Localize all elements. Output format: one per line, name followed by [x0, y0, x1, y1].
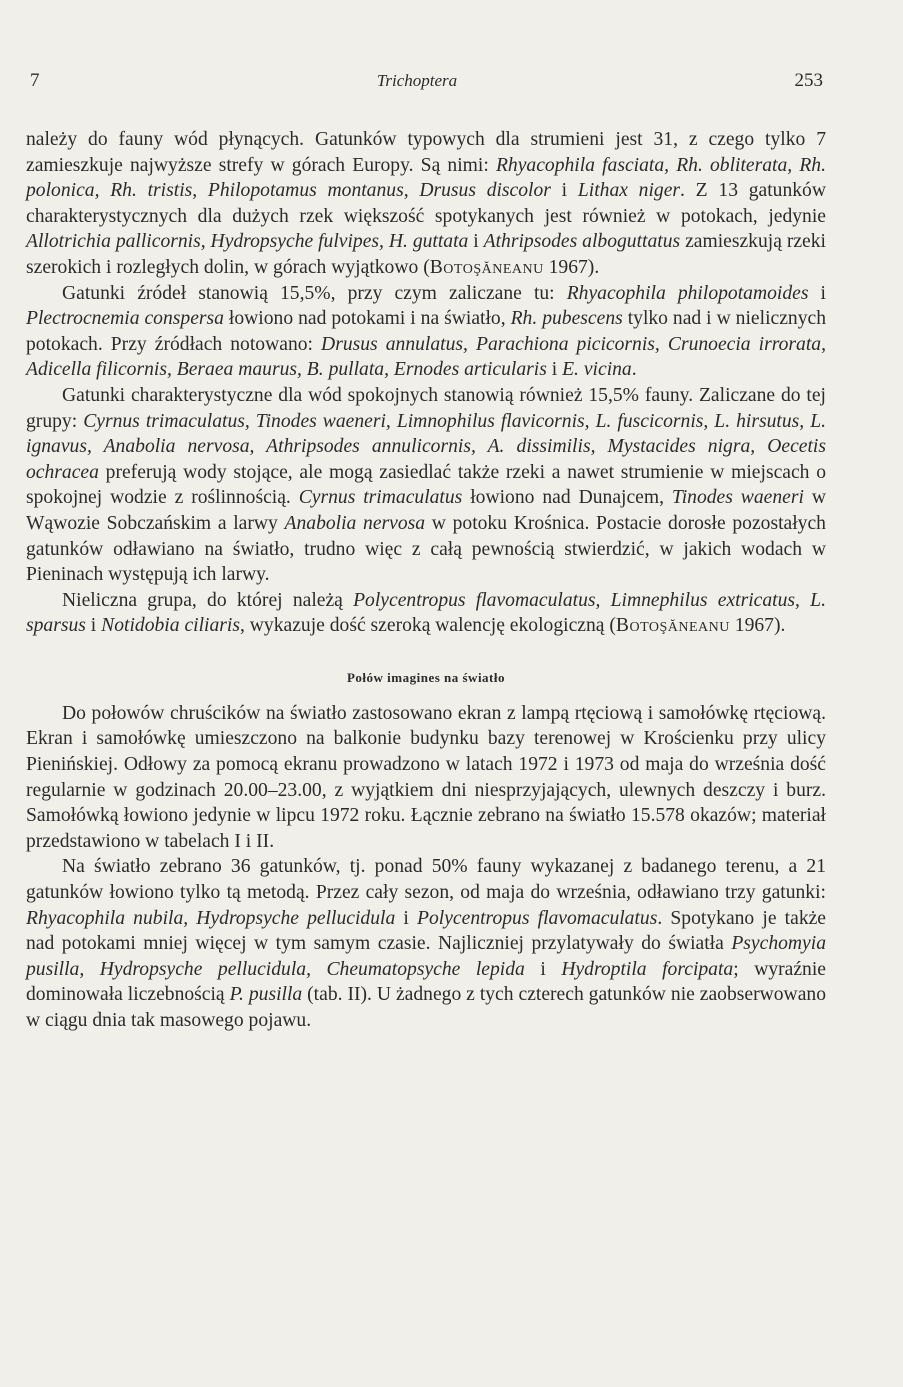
species-name: P. pusilla [229, 984, 303, 1006]
text-run: i [550, 180, 578, 202]
species-name: Notidobia ciliaris [101, 615, 240, 637]
species-name: Drusus annulatus, Parachiona picicornis, Crunoecia irrorata, Adicella filicornis, Beraea maurus, B. pullata, Ernodes articularis [26, 333, 826, 381]
text-run: i [808, 282, 826, 304]
species-name: Athripsodes alboguttatus [483, 231, 681, 253]
species-name: Plectrocnemia conspersa [26, 308, 224, 330]
species-name: Anabolia nervosa [284, 512, 426, 534]
text-run: . [631, 359, 637, 381]
text-run: Gatunki charakterystyczne dla wód spokojnych stanowią również 15,5% fauny. Zaliczane do tej grupy: [26, 384, 826, 432]
species-name: Tinodes waeneri [671, 487, 804, 509]
text-run: preferują wody stojące, ale mogą zasiedlać także rzeki a nawet strumienie w miejscach o spokojnej wodzie z roślinnością. [26, 461, 826, 509]
species-name: Polycentropus flavomaculatus [417, 907, 658, 929]
text-run: Do połowów chruścików na światło zastosowano ekran z lampą rtęciową i samołówkę rtęciową. Ekran i samołówkę umieszczono na balkonie budynku bazy terenowej w Krościenku przy ulicy Pienińskiej. Odłowy za pomocą ekranu prowadzono w latach 1972 i 1973 od maja do września dość regularnie w godzinach 20.00–23.00, z wyjątkiem dni niesprzyjających, ulewnych deszczy i burz. Samołówką łowiono jedynie w lipcu 1972 roku. Łącznie zebrano na światło 15.578 okazów; materiał przedstawiono w tabelach I i II. [26, 702, 826, 852]
text-run: ; wyraźnie dominowała liczebnością [26, 958, 826, 1006]
page-header [30, 70, 823, 92]
running-title: Trichoptera [376, 71, 458, 90]
paragraph [26, 127, 826, 281]
paragraph-group-2 [26, 701, 826, 1034]
text-run: 1967). [729, 615, 786, 637]
text-run: Na światło zebrano 36 gatunków, tj. ponad 50% fauny wykazanej z badanego terenu, a 21 gatunków łowiono tylko tą metodą. Przez cały sezon, od maja do września, odławiano trzy gatunki: [26, 856, 826, 904]
species-name: Rhyacophila nubila, Hydropsyche pellucidula [26, 907, 396, 929]
text-run: łowiono nad potokami i na światło, [223, 308, 511, 330]
text-run: i [468, 231, 484, 253]
text-run: należy do fauny wód płynących. Gatunków typowych dla strumieni jest 31, z czego tylko 7 zamieszkuje najwyższe strefy w górach Europy. Są nimi: [26, 129, 826, 176]
text-run: łowiono nad Dunajcem, [462, 487, 672, 509]
paragraph-group-1 [26, 127, 826, 639]
species-name: Polycentropus flavomaculatus, Limnephilus extricatus, L. sparsus [26, 589, 826, 637]
species-name: Rhyacophila philopotamoides [566, 282, 809, 304]
text-run: Nieliczna grupa, do której należą [62, 589, 354, 611]
paragraph [26, 383, 826, 588]
species-name: Rh. pubescens [510, 308, 623, 330]
species-name: Psychomyia pusilla, Hydropsyche pellucidula, Cheumatopsyche lepida [26, 933, 826, 980]
paragraph [26, 701, 826, 855]
species-name: Cyrnus trimaculatus, Tinodes waeneri, Limnophilus flavicornis, L. fuscicornis, L. hirsutus, L. ignavus, Anabolia nervosa, Athripsodes annulicornis, A. dissimilis, Mystacides nigra, Oecetis ochracea [26, 410, 826, 483]
species-name: E. vicina [562, 359, 632, 381]
chapter-number: 7 [30, 70, 40, 91]
species-name: Lithax niger [577, 180, 681, 202]
text-run: (tab. II). U żadnego z tych czterech gatunków nie zaobserwowano w ciągu dnia tak masowego pojawu. [26, 984, 826, 1031]
text-run: tylko nad i w nielicznych potokach. Przy źródłach notowano: [26, 308, 826, 355]
author-citation: Botoşăneanu [429, 256, 544, 278]
paragraph [26, 281, 826, 383]
text-run: i [524, 958, 562, 980]
species-name: Rhyacophila fasciata, Rh. obliterata, Rh. polonica, Rh. tristis, Philopotamus montanus, Drusus discolor [26, 154, 826, 202]
article-body [26, 127, 826, 1034]
species-name: Cyrnus trimaculatus [298, 487, 463, 509]
text-run: , wykazuje dość szeroką walencję ekologiczną ( [239, 615, 616, 637]
text-run: 1967). [543, 256, 600, 278]
author-citation: Botoşăneanu [615, 615, 730, 637]
text-run: . Spotykano je także nad potokami mniej więcej w tym samym czasie. Najliczniej przylatywały do światła [26, 907, 827, 955]
text-run: . Z 13 gatunków charakterystycznych dla dużych rzek większość spotykanych jest również w potokach, jedynie [26, 180, 827, 227]
text-run: Gatunki źródeł stanowią 15,5%, przy czym zaliczane tu: [62, 282, 567, 304]
section-title: Połów imagines na światło [346, 669, 506, 685]
text-run: i [546, 359, 563, 381]
species-name: Hydroptila forcipata [561, 958, 734, 980]
text-run: zamieszkują rzeki szerokich i rozległych dolin, w górach wyjątkowo ( [26, 231, 826, 278]
text-run: w potoku Krośnica. Postacie dorosłe pozostałych gatunków odławiano na światło, trudno więc z całą pewnością stwierdzić, w jakich wodach w Pieninach występują ich larwy. [26, 512, 826, 586]
species-name: Allotrichia pallicornis, Hydropsyche fulvipes, H. guttata [26, 231, 469, 253]
text-run: i [85, 615, 102, 637]
page-number: 253 [794, 70, 823, 91]
text-run: i [395, 907, 418, 929]
paragraph [26, 854, 826, 1033]
text-run: w Wąwozie Sobczańskim a larwy [26, 487, 826, 534]
paragraph [26, 588, 826, 639]
